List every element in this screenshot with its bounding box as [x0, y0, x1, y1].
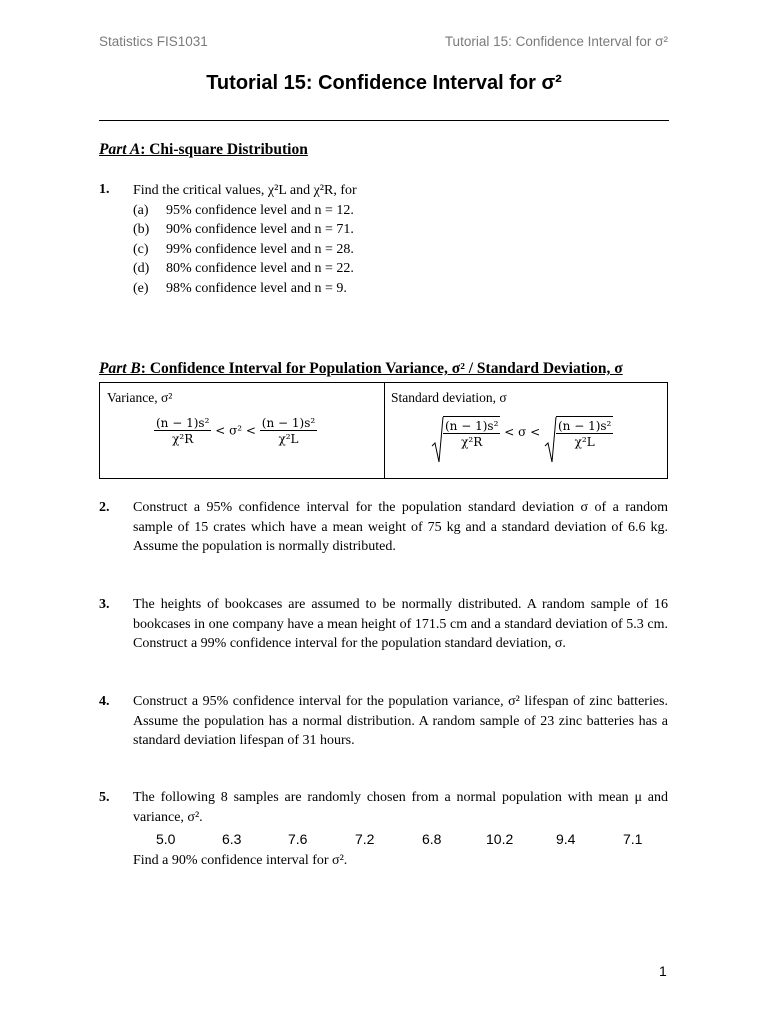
sample-value: 6.3	[222, 831, 242, 847]
part-a-label: Part A	[99, 141, 141, 158]
page-title: Tutorial 15: Confidence Interval for σ²	[206, 72, 562, 94]
page-number: 1	[659, 963, 667, 979]
denominator: χ²R	[461, 435, 483, 449]
header-course: Statistics FIS1031	[99, 34, 208, 49]
inequality: < σ² <	[215, 423, 256, 438]
fraction-right	[260, 416, 317, 446]
sample-value: 6.8	[422, 831, 442, 847]
sqrt-left	[431, 416, 500, 449]
sample-value: 5.0	[156, 831, 176, 847]
question-3-text: The heights of bookcases are assumed to be normally distributed. A random sample of 16 bookcases in one company have a mean height of 171.5 cm and a standard deviation of 5.3 cm. Construct a 99% confidence interval for the population standard deviation, σ.	[133, 597, 668, 651]
fraction-right	[556, 419, 613, 449]
question-5-text: The following 8 samples are randomly chosen from a normal population with mean μ and variance, σ².	[133, 790, 668, 825]
radical-icon	[431, 416, 444, 464]
part-b-label: Part B	[99, 360, 141, 377]
inequality: < σ <	[504, 425, 541, 439]
part-a-title: : Chi-square Distribution	[140, 141, 308, 158]
sqrt-right	[544, 416, 613, 449]
question-1-number: 1.	[99, 182, 110, 197]
item-label: (e)	[133, 281, 149, 296]
question-5-final: Find a 90% confidence interval for σ².	[133, 853, 348, 868]
item-label: (b)	[133, 222, 150, 237]
item-text: 98% confidence level and n = 9.	[166, 281, 347, 296]
question-2-number: 2.	[99, 500, 110, 515]
part-b-heading	[99, 360, 623, 378]
item-label: (a)	[133, 203, 149, 218]
denominator: χ²R	[172, 432, 194, 446]
question-2-text: Construct a 95% confidence interval for the population standard deviation σ of a random sample of 15 crates which have a mean weight of 75 kg and a standard deviation of 6.6 kg. Assume the population is normally distributed.	[133, 500, 668, 554]
item-text: 95% confidence level and n = 12.	[166, 203, 354, 218]
sample-value: 7.1	[623, 831, 643, 847]
fraction-left	[443, 419, 500, 449]
question-1e	[133, 281, 347, 297]
numerator: (n − 1)s²	[261, 416, 316, 430]
radical-icon	[544, 416, 557, 464]
sd-formula	[431, 416, 613, 449]
item-text: 90% confidence level and n = 71.	[166, 222, 354, 237]
item-text: 99% confidence level and n = 28.	[166, 242, 354, 257]
fraction-left	[154, 416, 211, 446]
item-label: (c)	[133, 242, 149, 257]
sd-label: Standard deviation, σ	[391, 390, 507, 405]
numerator: (n − 1)s²	[445, 419, 499, 433]
header-topic: Tutorial 15: Confidence Interval for σ²	[444, 34, 668, 49]
numerator: (n − 1)s²	[156, 416, 210, 430]
table-divider	[384, 383, 385, 478]
question-1c	[133, 242, 354, 258]
title-divider	[99, 120, 669, 121]
item-text: 80% confidence level and n = 22.	[166, 261, 354, 276]
denominator: χ²L	[278, 432, 299, 446]
part-b-title: : Confidence Interval for Population Variance, σ² / Standard Deviation, σ	[140, 360, 623, 377]
item-label: (d)	[133, 261, 150, 276]
sample-value: 7.2	[355, 831, 375, 847]
question-1d	[133, 261, 354, 277]
question-1-intro: Find the critical values, χ²L and χ²R, for	[133, 183, 357, 198]
question-4-text: Construct a 95% confidence interval for the population variance, σ² lifespan of zinc batteries. Assume the population has a normal distribution. A random sample of 23 zinc batteries has a standard deviation lifespan of 31 hours.	[133, 694, 668, 748]
question-4-number: 4.	[99, 694, 110, 709]
sample-value: 10.2	[486, 831, 514, 847]
question-3-number: 3.	[99, 597, 110, 612]
part-a-heading	[99, 141, 308, 159]
denominator: χ²L	[574, 435, 595, 449]
sample-value: 9.4	[556, 831, 576, 847]
variance-label: Variance, σ²	[107, 390, 173, 405]
question-1a	[133, 203, 354, 219]
question-5-number: 5.	[99, 790, 110, 805]
numerator: (n − 1)s²	[557, 419, 612, 433]
sample-value: 7.6	[288, 831, 308, 847]
variance-formula	[154, 416, 317, 446]
formula-table	[99, 382, 668, 479]
question-1b	[133, 222, 354, 238]
